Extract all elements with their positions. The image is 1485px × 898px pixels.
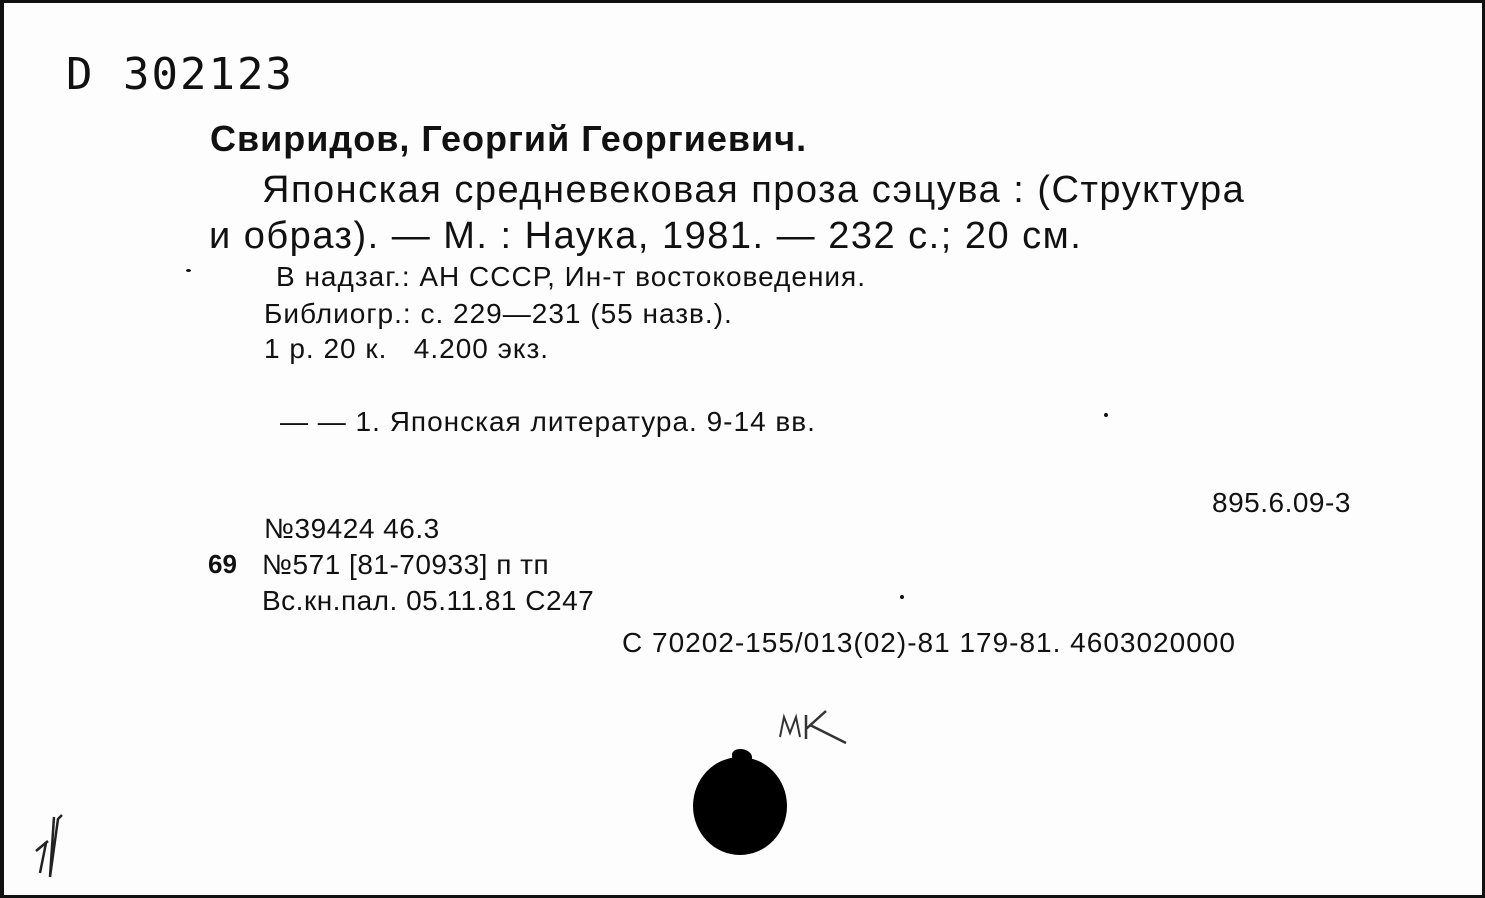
speck [1104, 413, 1108, 417]
note-bibliography: Библиогр.: с. 229—231 (55 назв.). [264, 298, 733, 329]
handwritten-initials-mark [776, 703, 850, 747]
note-price: 1 р. 20 к. 4.200 экз. [264, 333, 550, 364]
punch-hole [693, 757, 787, 855]
accession-line-2: №571 [81-70933] п тп [262, 549, 550, 580]
handwritten-number-mark [32, 811, 76, 883]
accession-line-2-number: 69 [208, 549, 237, 579]
classification-code: 895.6.09-3 [1212, 487, 1351, 518]
title-line-1: Японская средневековая проза сэцува : (Структура [262, 169, 1246, 211]
title-line-2: и образ). — М. : Наука, 1981. — 232 с.; 20 см. [209, 215, 1083, 257]
note-header: В надзаг.: АН СССР, Ин-т востоковедения. [276, 261, 866, 292]
call-number: D 302123 [66, 49, 294, 100]
speck [900, 595, 904, 599]
catalog-code: С 70202-155/013(02)-81 179-81. 4603020000 [622, 627, 1236, 658]
author-heading: Свиридов, Георгий Георгиевич. [210, 118, 808, 159]
speck [186, 269, 191, 272]
accession-line-1: №39424 46.3 [264, 513, 440, 544]
subject-heading: — — 1. Японская литература. 9-14 вв. [280, 406, 816, 437]
accession-line-3: Вс.кн.пал. 05.11.81 С247 [262, 585, 595, 616]
